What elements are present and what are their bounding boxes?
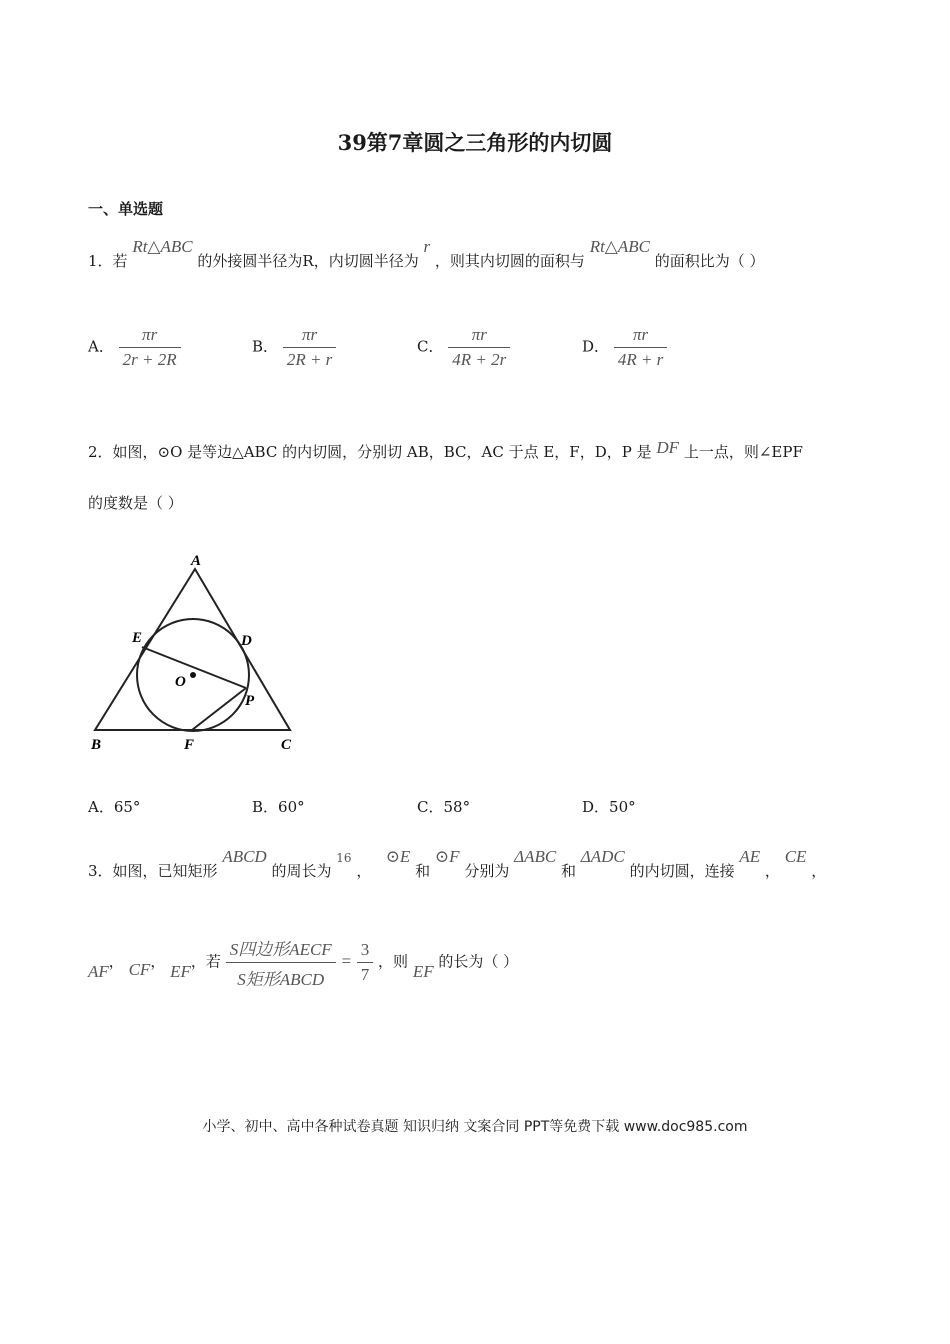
question-2-option-c[interactable]: C．58° bbox=[417, 798, 471, 816]
question-2-option-b[interactable]: B．60° bbox=[252, 798, 305, 816]
option-fraction bbox=[283, 325, 336, 370]
q3-ratio-value bbox=[357, 940, 374, 985]
q3-equals: = bbox=[340, 951, 352, 971]
fraction-numerator: πr bbox=[448, 325, 510, 348]
ratio-numerator: S四边形AECF bbox=[226, 935, 336, 963]
fraction-denominator: 4R + 2r bbox=[452, 350, 507, 369]
q3-tri-adc: ΔADC bbox=[580, 847, 625, 866]
q1-r: r bbox=[423, 237, 431, 256]
q3-ce: CE bbox=[784, 847, 807, 866]
question-3-stem-line1 bbox=[88, 847, 827, 881]
fraction-denominator: 2R + r bbox=[286, 350, 333, 369]
q1-number: 1．若 bbox=[88, 252, 128, 270]
label-o: O bbox=[175, 674, 186, 690]
page-title: 39第7章圆之三角形的内切圆 bbox=[337, 130, 613, 155]
q3-length-text: 的长为（ ） bbox=[438, 952, 519, 971]
option-fraction bbox=[448, 325, 510, 370]
question-1-option-b[interactable] bbox=[252, 325, 336, 370]
q1-rt-abc: Rt△ABC bbox=[132, 237, 193, 256]
label-p: P bbox=[245, 693, 255, 709]
q3-respectively: 分别为 bbox=[464, 862, 510, 880]
question-2-stem-line1 bbox=[88, 438, 803, 462]
fraction-numerator: πr bbox=[283, 325, 336, 348]
question-3-stem-line2 bbox=[88, 935, 518, 990]
label-d: D bbox=[241, 633, 252, 649]
q3-cf: CF bbox=[128, 959, 151, 979]
fraction-numerator: πr bbox=[614, 325, 667, 348]
q3-comma-3: ， bbox=[811, 862, 827, 880]
q3-area-ratio bbox=[226, 935, 336, 990]
fraction-denominator: 2r + 2R bbox=[122, 350, 177, 369]
question-1-stem bbox=[88, 237, 765, 271]
q3-ae: AE bbox=[739, 847, 761, 866]
label-c: C bbox=[281, 737, 292, 753]
triangle-abc bbox=[95, 569, 290, 730]
option-fraction bbox=[119, 325, 181, 370]
q3-ef: EF bbox=[170, 961, 191, 981]
question-1-option-c[interactable] bbox=[417, 325, 510, 370]
q3-perimeter: 16 bbox=[336, 851, 352, 865]
value-numerator: 3 bbox=[357, 940, 374, 963]
q3-circle-f: ⊙F bbox=[434, 847, 460, 866]
fraction-numerator: πr bbox=[119, 325, 181, 348]
q3-comma: ， bbox=[356, 862, 372, 880]
label-e: E bbox=[132, 630, 143, 646]
ratio-denominator: S矩形ABCD bbox=[237, 970, 325, 989]
q3-and-2: 和 bbox=[561, 862, 577, 880]
q3-comma-5: ， bbox=[150, 952, 166, 971]
incircle-figure bbox=[80, 545, 310, 755]
value-denominator: 7 bbox=[360, 965, 370, 984]
question-2-stem-line2: 的度数是（ ） bbox=[88, 494, 183, 512]
q1-text-a: 的外接圆半径为R，内切圆半径为 bbox=[197, 252, 419, 270]
q3-then: ，则 bbox=[378, 952, 409, 971]
question-1-option-a[interactable] bbox=[88, 325, 181, 370]
q3-ef-2: EF bbox=[412, 961, 434, 981]
q3-af: AF bbox=[88, 961, 109, 981]
fraction-denominator: 4R + r bbox=[617, 350, 664, 369]
q2-arc-df: DF bbox=[656, 438, 680, 457]
q1-rt-abc-2: Rt△ABC bbox=[589, 237, 650, 256]
q3-tri-abc: ΔABC bbox=[514, 847, 557, 866]
q3-if: ，若 bbox=[190, 952, 221, 971]
q2-text-a: 2．如图，⊙O 是等边△ABC 的内切圆，分别切 AB，BC，AC 于点 E，F，D，P 是 bbox=[88, 443, 652, 461]
question-2-option-d[interactable]: D．50° bbox=[582, 798, 636, 816]
q3-connect-text: 的内切圆，连接 bbox=[629, 862, 735, 880]
label-f: F bbox=[184, 737, 195, 753]
q3-perimeter-text: 的周长为 bbox=[271, 862, 332, 880]
q3-circle-e: ⊙E bbox=[385, 847, 411, 866]
q1-text-b: ，则其内切圆的面积与 bbox=[434, 252, 585, 270]
footer-banner: 小学、初中、高中各种试卷真题 知识归纳 文案合同 PPT等免费下载 www.doc985.com bbox=[202, 1119, 748, 1135]
option-fraction bbox=[614, 325, 667, 370]
option-label: D． bbox=[582, 337, 610, 356]
q3-comma-2: ， bbox=[764, 862, 780, 880]
option-label: B． bbox=[252, 337, 279, 356]
q1-text-c: 的面积比为（ ） bbox=[654, 252, 765, 270]
question-1-option-d[interactable] bbox=[582, 325, 667, 370]
q3-and: 和 bbox=[415, 862, 431, 880]
center-point bbox=[190, 672, 196, 678]
segment-ep bbox=[142, 647, 246, 688]
q3-number: 3．如图，已知矩形 bbox=[88, 862, 218, 880]
label-b: B bbox=[91, 737, 102, 753]
option-label: A． bbox=[88, 337, 114, 356]
label-a: A bbox=[191, 553, 202, 569]
question-2-option-a[interactable]: A．65° bbox=[88, 798, 141, 816]
q3-abcd: ABCD bbox=[222, 847, 267, 866]
option-label: C． bbox=[417, 337, 444, 356]
section-heading: 一、单选题 bbox=[88, 200, 164, 218]
q3-comma-4: ， bbox=[108, 952, 124, 971]
q2-text-b: 上一点，则∠EPF bbox=[683, 443, 803, 461]
